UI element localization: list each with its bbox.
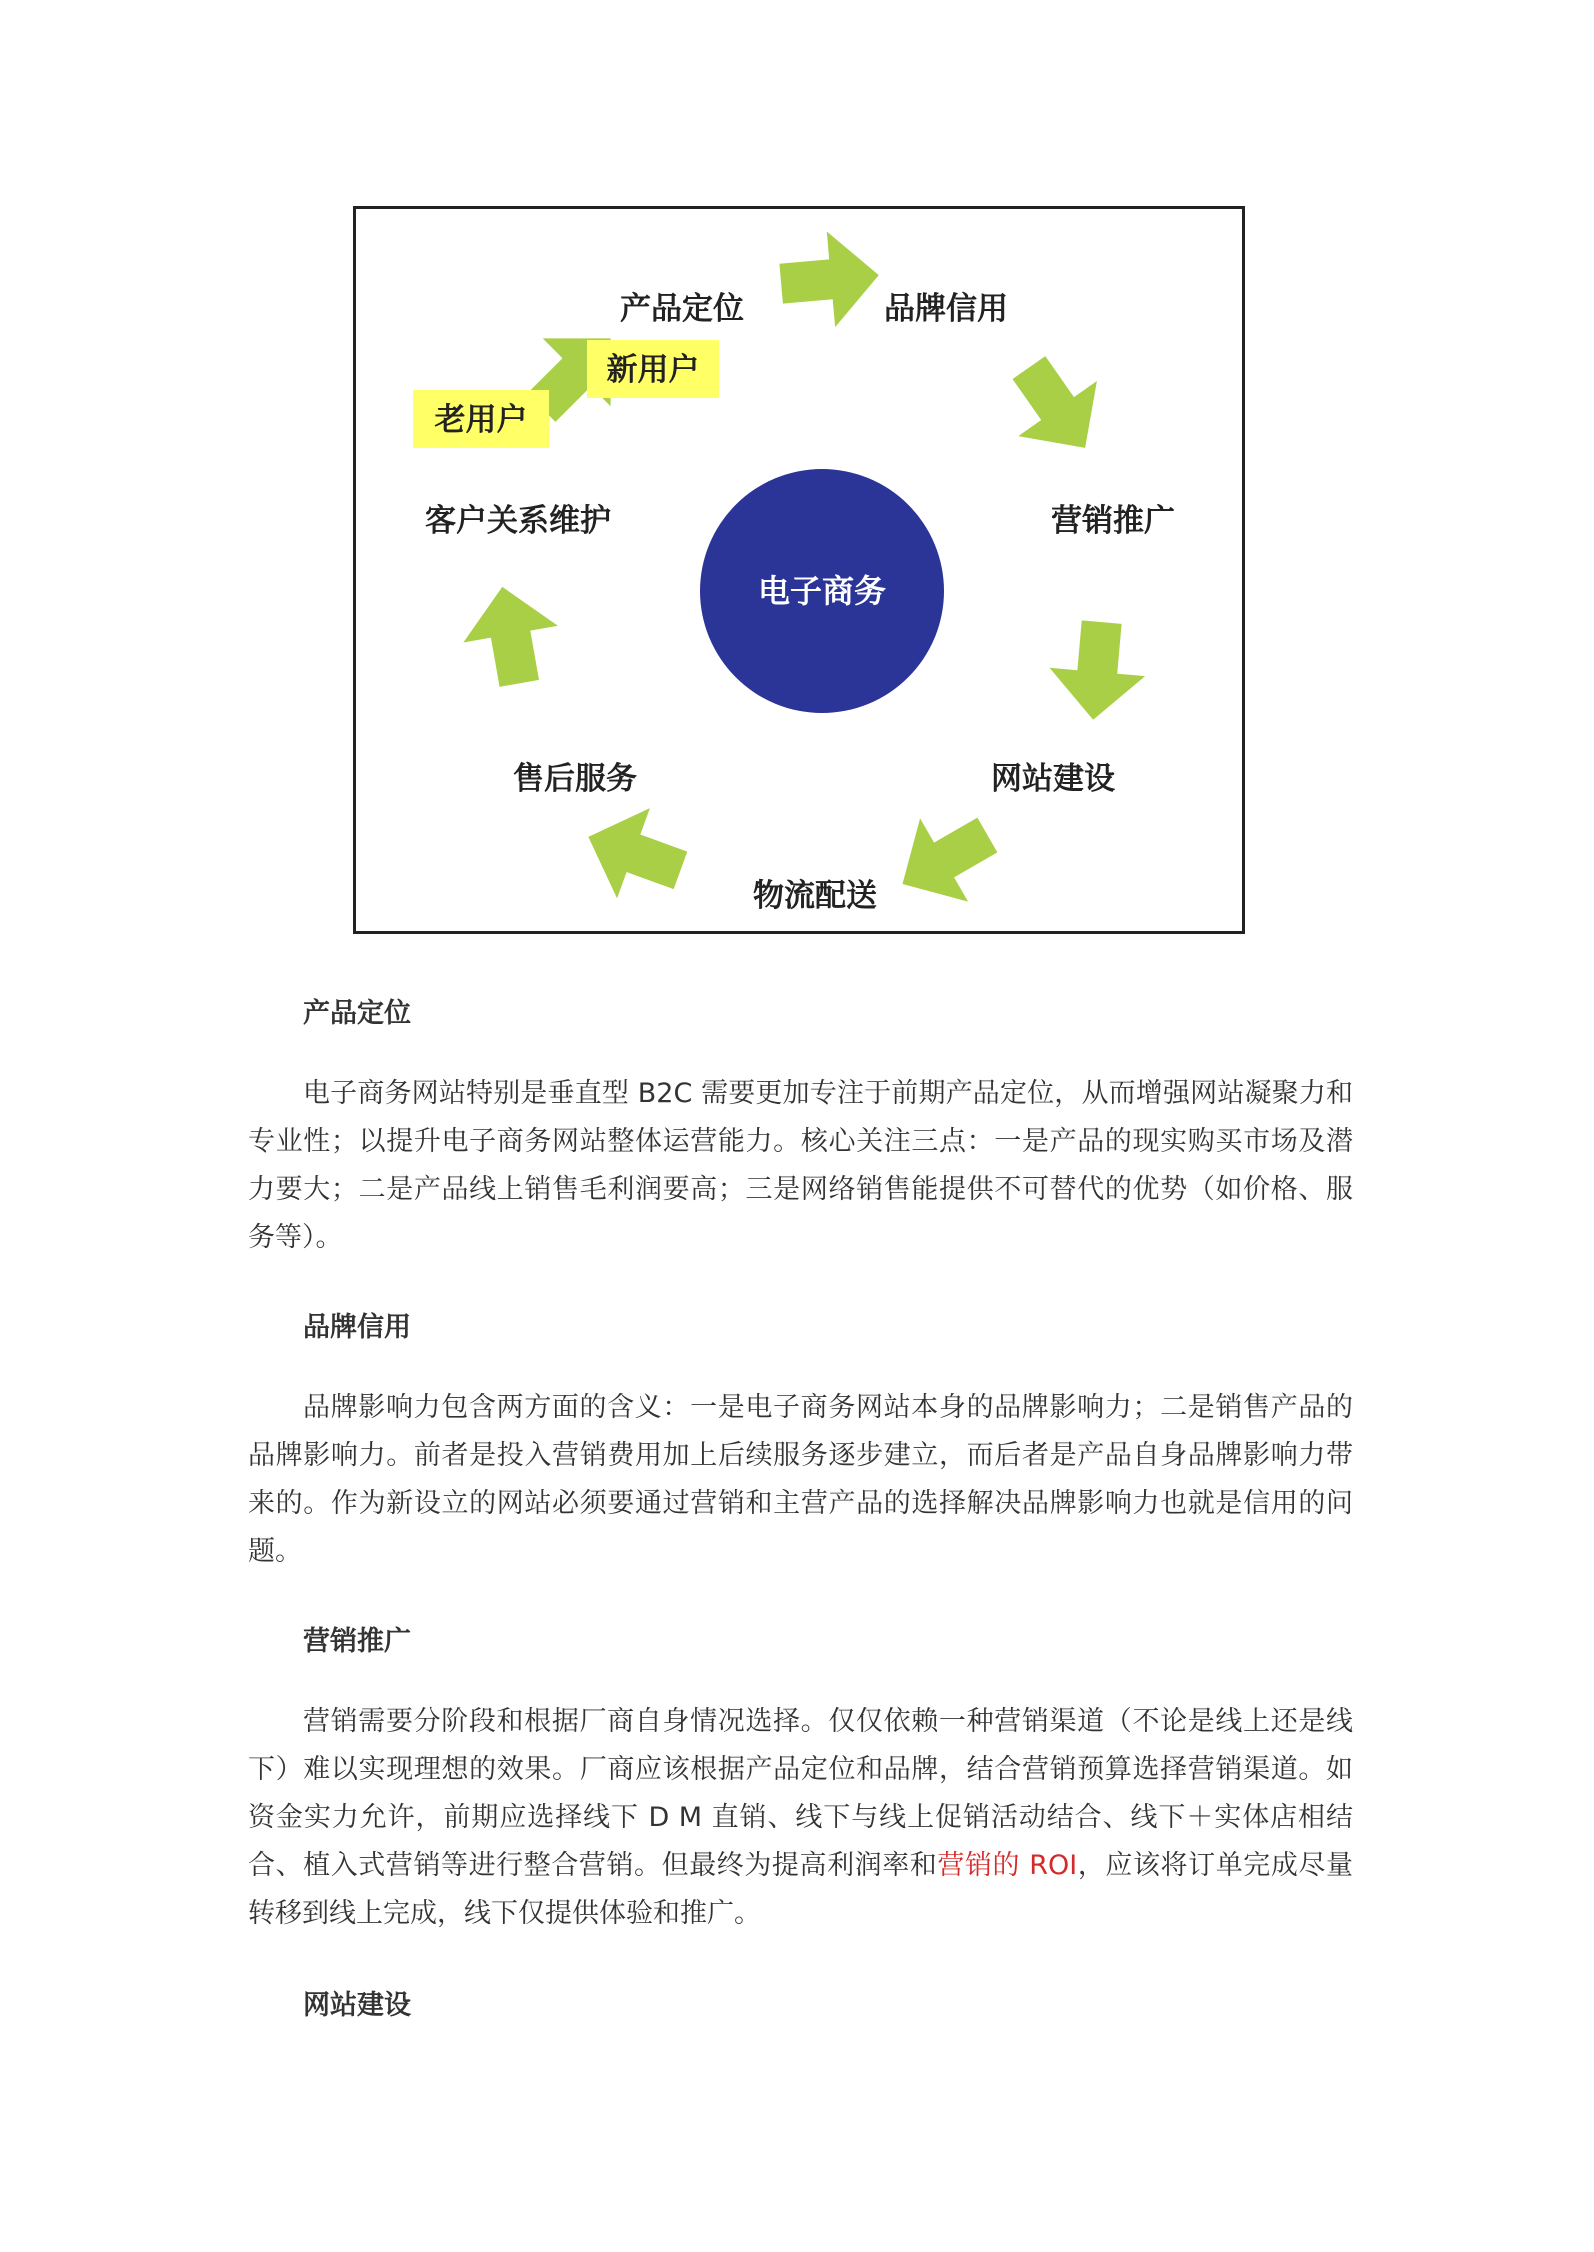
section-heading-brand: 品牌信用 <box>303 1312 411 1343</box>
highlighted-term: 营销的 ROI <box>937 1850 1078 1881</box>
node-old-users: 老用户 <box>434 402 528 438</box>
node-marketing: 营销推广 <box>1051 503 1175 539</box>
paragraph-text: 营销需要分阶段和根据厂商自身情况选择。仅仅依赖一种营销渠道（不论是线上还是线下）难以实现理想的效果。厂商应该根据产品定位和品牌，结合营销预算选择营销渠道。如资金实力允许，前期应选择线下 D M 直销、线下与线上促销活动结合、线下＋实体店相结合、植入式营销等进行整合营销。但最终为提高利润率和 <box>248 1706 1353 1881</box>
node-after-sales: 售后服务 <box>513 761 637 797</box>
node-crm: 客户关系维护 <box>425 503 611 539</box>
section-heading-marketing: 营销推广 <box>303 1626 411 1657</box>
node-logistics: 物流配送 <box>753 878 877 914</box>
section-heading-product: 产品定位 <box>303 998 411 1029</box>
node-product-positioning: 产品定位 <box>620 291 744 327</box>
section-paragraph-product: 电子商务网站特别是垂直型 B2C 需要更加专注于前期产品定位，从而增强网站凝聚力和专业性；以提升电子商务网站整体运营能力。核心关注三点：一是产品的现实购买市场及潜力要大；二是产品线上销售毛利润要高；三是网络销售能提供不可替代的优势（如价格、服务等）。 <box>248 1078 1353 1253</box>
section-paragraph-brand: 品牌影响力包含两方面的含义：一是电子商务网站本身的品牌影响力；二是销售产品的品牌影响力。前者是投入营销费用加上后续服务逐步建立，而后者是产品自身品牌影响力带来的。作为新设立的网站必须要通过营销和主营产品的选择解决品牌影响力也就是信用的问题。 <box>248 1392 1353 1567</box>
center-label: 电子商务 <box>757 572 887 610</box>
section-paragraph-marketing <box>248 1698 1353 1938</box>
node-new-users: 新用户 <box>606 352 700 388</box>
node-website: 网站建设 <box>991 761 1115 797</box>
ecommerce-cycle-diagram <box>353 206 1245 934</box>
node-brand-credit: 品牌信用 <box>884 291 1008 327</box>
section-heading-website: 网站建设 <box>303 1990 411 2021</box>
paragraph-text: ，应该将订单完成尽量转移到线上完成，线下仅提供体验和推广。 <box>248 1850 1354 1929</box>
